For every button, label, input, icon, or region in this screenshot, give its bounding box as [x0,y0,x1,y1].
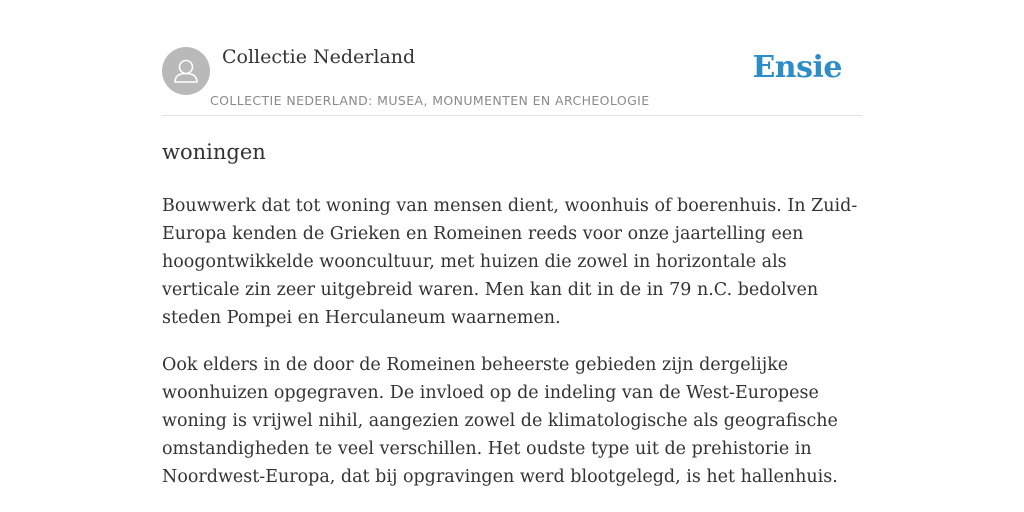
article-paragraph: Ook elders in de door de Romeinen beheerste gebieden zijn dergelijke woonhuizen opgegraven. De invloed op de indeling van de West-Europese woning is vrijwel nihil, aangezien zowel de klimatologische als geografische omstandigheden te veel verschillen. Het oudste type uit de prehistorie in Noordwest-Europa, dat bij opgravingen werd blootgelegd, is het hallenhuis. [162,355,838,487]
author-name[interactable]: Collectie Nederland [222,46,416,68]
article-container [162,0,862,487]
article-paragraph: Bouwwerk dat tot woning van mensen dient, woonhuis of boerenhuis. In Zuid-Europa kenden de Grieken en Romeinen reeds voor onze jaartelling een hoogontwikkelde wooncultuur, met huizen die zowel in horizontale als verticale zin zeer uitgebreid waren. Men kan dit in de in 79 n.C. bedolven steden Pompei en Herculaneum waarnemen. [162,196,858,328]
source-label[interactable]: COLLECTIE NEDERLAND: MUSEA, MONUMENTEN EN ARCHEOLOGIE [210,93,650,108]
article-body [162,192,862,510]
user-silhouette-icon [162,47,210,95]
article-header [162,0,862,116]
article-title: woningen [162,140,266,164]
author-avatar[interactable] [162,47,210,95]
ensie-logo[interactable]: Ensie [752,50,842,85]
